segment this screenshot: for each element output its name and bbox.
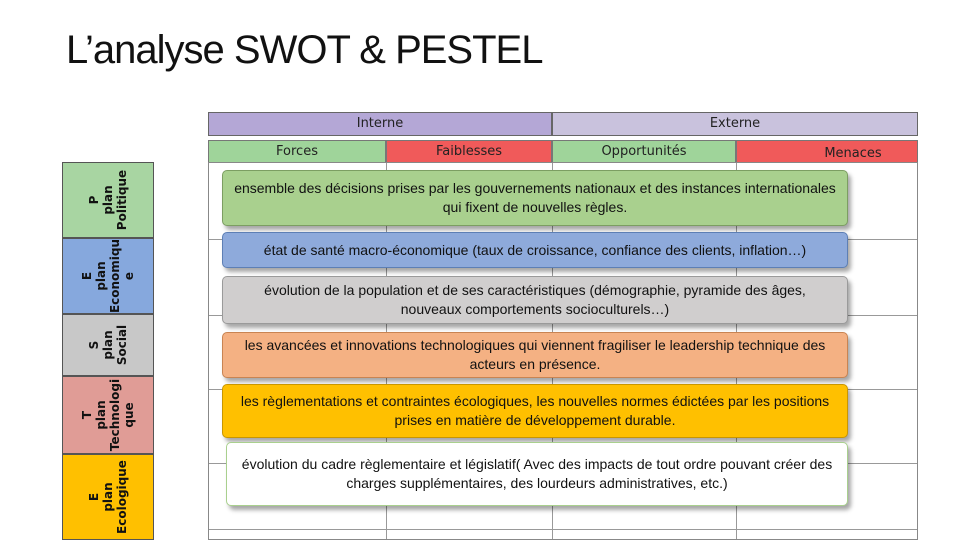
column-faiblesses	[386, 140, 552, 163]
column-opportunites	[552, 140, 736, 163]
description-technologique: les avancées et innovations technologiques qui viennent fragiliser le leadership technique des acteurs en présence.	[222, 332, 848, 378]
column-opportunites-label: Opportunités	[601, 144, 687, 159]
column-forces	[208, 140, 386, 163]
row-label-social-text: S plan Social	[87, 324, 129, 366]
row-label-social	[62, 314, 154, 376]
description-social: évolution de la population et de ses caractéristiques (démographie, pyramide des âges, nouveaux comportements socioculturels…)	[222, 276, 848, 324]
row-label-politique	[62, 162, 154, 238]
column-menaces-label: Menaces	[824, 146, 882, 161]
row-label-technologique	[62, 376, 154, 454]
description-economique: état de santé macro-économique (taux de croissance, confiance des clients, inflation…)	[222, 232, 848, 268]
row-label-ecologique	[62, 454, 154, 540]
description-legal: évolution du cadre règlementaire et législatif( Avec des impacts de tout ordre pouvant créer des charges supplémentaires, des lourdeurs administratives, etc.)	[226, 442, 848, 506]
header-group-externe-label: Externe	[709, 116, 761, 131]
row-label-ecologique-text: E plan Ecologique	[87, 460, 129, 534]
description-ecologique: les règlementations et contraintes écologiques, les nouvelles normes édictées par les positions prises en matière de développement durable.	[222, 384, 848, 438]
header-group-externe	[552, 112, 918, 136]
page-title: L’analyse SWOT & PESTEL	[66, 28, 543, 72]
row-label-economique-text: E plan Economiqu e	[80, 238, 136, 314]
column-forces-label: Forces	[276, 144, 318, 159]
row-label-politique-text: P plan Politique	[87, 169, 129, 231]
column-faiblesses-label: Faiblesses	[435, 144, 503, 159]
header-group-interne-label: Interne	[356, 116, 404, 131]
header-group-interne	[208, 112, 552, 136]
description-politique: ensemble des décisions prises par les gouvernements nationaux et des instances internationales qui fixent de nouvelles règles.	[222, 170, 848, 226]
row-label-technologique-text: T plan Technologi que	[80, 378, 136, 452]
row-label-economique	[62, 238, 154, 314]
column-menaces	[736, 140, 918, 163]
